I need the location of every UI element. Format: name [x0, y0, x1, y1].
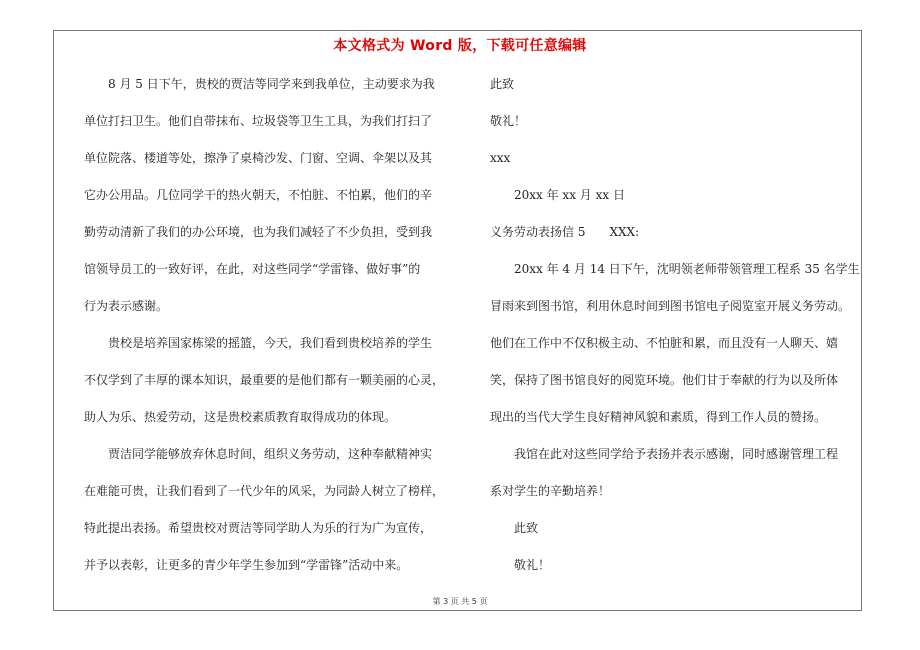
text-line: 不仅学到了丰厚的课本知识，最重要的是他们都有一颗美丽的心灵，: [84, 373, 445, 387]
text-line: 单位院落、楼道等处，擦净了桌椅沙发、门窗、空调、伞架以及其: [84, 151, 433, 165]
text-line: 我馆在此对这些同学给予表扬并表示感谢，同时感谢管理工程: [490, 447, 839, 461]
text-line: 助人为乐、热爱劳动，这是贵校素质教育取得成功的体现。: [84, 410, 397, 424]
text-line: 冒雨来到图书馆，利用休息时间到图书馆电子阅览室开展义务劳动。: [490, 299, 851, 313]
text-line: 贵校是培养国家栋梁的摇篮，今天，我们看到贵校培养的学生: [84, 336, 433, 350]
text-line: 他们在工作中不仅积极主动、不怕脏和累，而且没有一人聊天、嬉: [490, 336, 839, 350]
text-line: 勤劳动清新了我们的办公环境，也为我们减轻了不少负担，受到我: [84, 225, 433, 239]
text-line: 单位打扫卫生。他们自带抹布、垃圾袋等卫生工具，为我们打扫了: [84, 114, 433, 128]
text-line: 义务劳动表扬信 5 XXX:: [490, 225, 640, 239]
text-line: 此致: [490, 77, 515, 91]
page-number: 第 3 页 共 5 页: [432, 597, 488, 606]
text-line: 在难能可贵，让我们看到了一代少年的风采，为同龄人树立了榜样，: [84, 484, 445, 498]
text-line: 敬礼！: [490, 114, 527, 128]
text-line: 现出的当代大学生良好精神风貌和素质，得到工作人员的赞扬。: [490, 410, 827, 424]
text-line: 敬礼！: [490, 558, 551, 572]
text-line: 20xx 年 xx 月 xx 日: [490, 188, 625, 202]
text-line: 行为表示感谢。: [84, 299, 169, 313]
text-line: 笑，保持了图书馆良好的阅览环境。他们甘于奉献的行为以及所体: [490, 373, 839, 387]
text-line: 它办公用品。几位同学干的热火朝天，不怕脏、不怕累，他们的辛: [84, 188, 433, 202]
text-line: 特此提出表扬。希望贵校对贾洁等同学助人为乐的行为广为宣传，: [84, 521, 433, 535]
text-line: 系对学生的辛勤培养！: [490, 484, 611, 498]
text-line: 20xx 年 4 月 14 日下午，沈明领老师带领管理工程系 35 名学生: [490, 262, 860, 276]
word-format-banner: 本文格式为 Word 版，下载可任意编辑: [333, 38, 587, 54]
text-line: xxx: [490, 151, 511, 165]
text-line: 此致: [490, 521, 539, 535]
text-line: 并予以表彰，让更多的青少年学生参加到“学雷锋”活动中来。: [84, 558, 409, 572]
text-line: 馆领导员工的一致好评，在此，对这些同学“学雷锋、做好事”的: [84, 262, 421, 276]
text-line: 8 月 5 日下午，贵校的贾洁等同学来到我单位，主动要求为我: [84, 77, 435, 91]
text-line: 贾洁同学能够放弃休息时间，组织义务劳动，这种奉献精神实: [84, 447, 433, 461]
